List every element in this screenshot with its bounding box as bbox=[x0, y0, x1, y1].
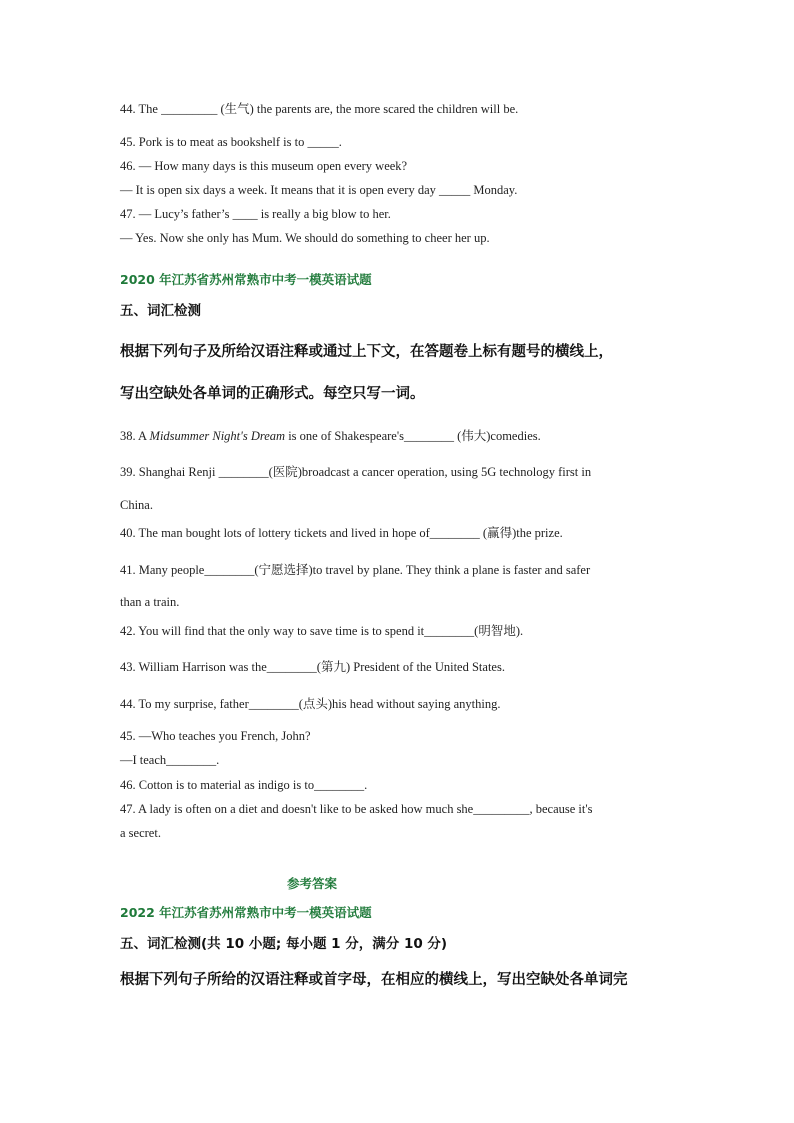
question-38 bbox=[120, 428, 541, 444]
question-47-line2: a secret. bbox=[120, 826, 161, 840]
question-41-line1: 41. Many people________(宁愿选择)to travel by plane. They think a plane is faster and safer bbox=[120, 563, 591, 577]
question-46-top: 46. — How many days is this museum open every week? bbox=[120, 159, 408, 173]
question-42: 42. You will find that the only way to save time is to spend it________(明智地). bbox=[120, 624, 524, 638]
answer-key-instruction: 根据下列句子所给的汉语注释或首字母，在相应的横线上，写出空缺处各单词完 bbox=[120, 972, 628, 988]
question-41-line2: than a train. bbox=[120, 595, 180, 609]
question-38-prefix: 38. A bbox=[120, 429, 150, 443]
question-45-line1: 45. —Who teaches you French, John? bbox=[120, 729, 311, 743]
question-45-line2: —I teach________. bbox=[120, 753, 220, 767]
answer-46-top: — It is open six days a week. It means that it is open every day _____ Monday. bbox=[120, 183, 518, 197]
section-2020-instruction-line2: 写出空缺处各单词的正确形式。每空只写一词。 bbox=[120, 386, 425, 402]
question-38-suffix: is one of Shakespeare's________ (伟大)comedies. bbox=[285, 429, 541, 443]
section-2020-instruction-line1: 根据下列句子及所给汉语注释或通过上下文，在答题卷上标有题号的横线上， bbox=[120, 344, 613, 360]
question-47-top: 47. — Lucy’s father’s ____ is really a big blow to her. bbox=[120, 207, 391, 221]
question-47-line1: 47. A lady is often on a diet and doesn't like to be asked how much she_________, because it's bbox=[120, 802, 593, 816]
section-2020-title: 2020 年江苏省苏州常熟市中考一模英语试题 bbox=[120, 272, 372, 287]
question-43: 43. William Harrison was the________(第九) President of the United States. bbox=[120, 660, 505, 674]
question-44-top: 44. The _________ (生气) the parents are, the more scared the children will be. bbox=[120, 102, 519, 116]
answer-key-subtitle: 2022 年江苏省苏州常熟市中考一模英语试题 bbox=[120, 905, 372, 920]
question-40: 40. The man bought lots of lottery tickets and lived in hope of________ (赢得)the prize. bbox=[120, 526, 563, 540]
question-38-title: Midsummer Night's Dream bbox=[149, 429, 286, 443]
question-39-line1: 39. Shanghai Renji ________(医院)broadcast a cancer operation, using 5G technology first in bbox=[120, 465, 592, 479]
answer-key-part-heading: 五、词汇检测(共 10 小题; 每小题 1 分，满分 10 分) bbox=[120, 936, 448, 952]
question-44: 44. To my surprise, father________(点头)his head without saying anything. bbox=[120, 697, 501, 711]
question-39-line2: China. bbox=[120, 498, 153, 512]
question-45-top: 45. Pork is to meat as bookshelf is to _____. bbox=[120, 135, 342, 149]
question-46: 46. Cotton is to material as indigo is to________. bbox=[120, 778, 368, 792]
answer-key-title: 参考答案 bbox=[287, 876, 338, 891]
section-2020-part-heading: 五、词汇检测 bbox=[120, 303, 201, 319]
answer-47-top: — Yes. Now she only has Mum. We should do something to cheer her up. bbox=[120, 231, 490, 245]
